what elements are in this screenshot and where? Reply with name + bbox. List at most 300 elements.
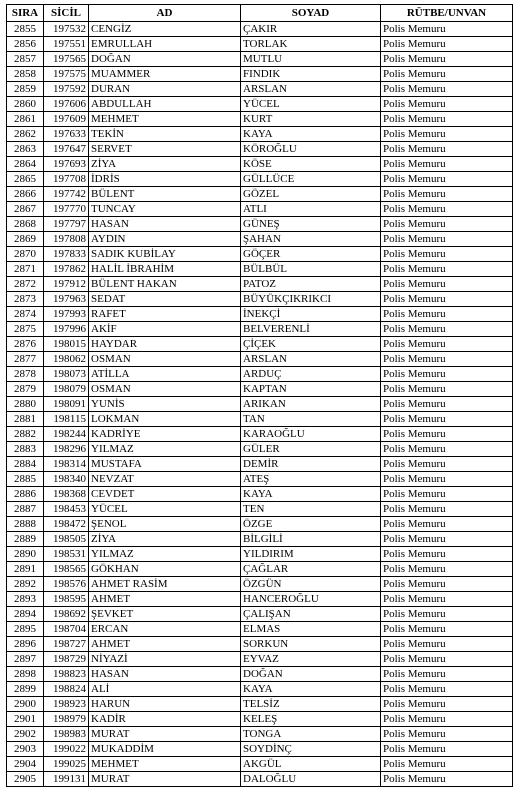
cell-ad: YILMAZ [89,442,241,457]
cell-rutbe-unvan: Polis Memuru [381,427,513,442]
cell-rutbe-unvan: Polis Memuru [381,457,513,472]
cell-rutbe-unvan: Polis Memuru [381,202,513,217]
cell-sira: 2890 [7,547,44,562]
table-row [7,427,513,442]
cell-soyad: BÜYÜKÇIKRIKCI [241,292,381,307]
cell-soyad: GÜNEŞ [241,217,381,232]
cell-rutbe-unvan: Polis Memuru [381,727,513,742]
cell-rutbe-unvan: Polis Memuru [381,37,513,52]
table-row [7,577,513,592]
cell-sicil: 198368 [44,487,89,502]
table-row [7,232,513,247]
cell-soyad: ATEŞ [241,472,381,487]
cell-rutbe-unvan: Polis Memuru [381,472,513,487]
table-row [7,217,513,232]
cell-rutbe-unvan: Polis Memuru [381,412,513,427]
table-row [7,352,513,367]
cell-soyad: EYVAZ [241,652,381,667]
table-row [7,622,513,637]
table-row [7,637,513,652]
cell-soyad: GÖÇER [241,247,381,262]
cell-sira: 2858 [7,67,44,82]
table-row [7,442,513,457]
cell-soyad: KAYA [241,682,381,697]
cell-sicil: 197532 [44,22,89,37]
cell-sira: 2869 [7,232,44,247]
cell-sicil: 198595 [44,592,89,607]
cell-sira: 2888 [7,517,44,532]
cell-ad: HAYDAR [89,337,241,352]
table-row [7,157,513,172]
cell-ad: AHMET RASİM [89,577,241,592]
cell-sira: 2894 [7,607,44,622]
cell-rutbe-unvan: Polis Memuru [381,652,513,667]
cell-rutbe-unvan: Polis Memuru [381,142,513,157]
table-row [7,472,513,487]
cell-rutbe-unvan: Polis Memuru [381,667,513,682]
cell-sicil: 197742 [44,187,89,202]
cell-sira: 2867 [7,202,44,217]
table-row [7,517,513,532]
cell-ad: DURAN [89,82,241,97]
cell-rutbe-unvan: Polis Memuru [381,22,513,37]
cell-soyad: YÜCEL [241,97,381,112]
table-row [7,202,513,217]
cell-soyad: ÇAĞLAR [241,562,381,577]
cell-ad: SERVET [89,142,241,157]
cell-ad: TEKİN [89,127,241,142]
cell-ad: YÜCEL [89,502,241,517]
cell-soyad: TEN [241,502,381,517]
cell-sicil: 198296 [44,442,89,457]
cell-ad: İDRİS [89,172,241,187]
table-row [7,712,513,727]
table-row [7,37,513,52]
cell-sicil: 198576 [44,577,89,592]
cell-ad: OSMAN [89,352,241,367]
cell-ad: KADRİYE [89,427,241,442]
cell-rutbe-unvan: Polis Memuru [381,337,513,352]
cell-rutbe-unvan: Polis Memuru [381,487,513,502]
cell-sira: 2903 [7,742,44,757]
cell-sicil: 198244 [44,427,89,442]
cell-sicil: 198983 [44,727,89,742]
cell-ad: MEHMET [89,112,241,127]
cell-sira: 2857 [7,52,44,67]
table-row [7,607,513,622]
cell-rutbe-unvan: Polis Memuru [381,697,513,712]
cell-rutbe-unvan: Polis Memuru [381,532,513,547]
cell-rutbe-unvan: Polis Memuru [381,607,513,622]
cell-sicil: 198073 [44,367,89,382]
cell-soyad: KELEŞ [241,712,381,727]
cell-ad: ABDULLAH [89,97,241,112]
cell-sicil: 197592 [44,82,89,97]
cell-sira: 2877 [7,352,44,367]
cell-rutbe-unvan: Polis Memuru [381,592,513,607]
cell-soyad: KARAOĞLU [241,427,381,442]
header-sicil: SİCİL [44,5,89,22]
cell-sira: 2889 [7,532,44,547]
cell-ad: NİYAZİ [89,652,241,667]
table-row [7,67,513,82]
cell-ad: HASAN [89,667,241,682]
cell-sicil: 197606 [44,97,89,112]
cell-ad: CENGİZ [89,22,241,37]
table-row [7,187,513,202]
cell-sira: 2870 [7,247,44,262]
cell-soyad: HANCEROĞLU [241,592,381,607]
table-row [7,757,513,772]
table-row [7,382,513,397]
cell-rutbe-unvan: Polis Memuru [381,247,513,262]
cell-sicil: 198923 [44,697,89,712]
cell-soyad: TELSİZ [241,697,381,712]
cell-ad: TUNCAY [89,202,241,217]
cell-sicil: 198453 [44,502,89,517]
cell-ad: ŞENOL [89,517,241,532]
cell-ad: DOĞAN [89,52,241,67]
cell-sira: 2875 [7,322,44,337]
table-row [7,172,513,187]
cell-ad: SADIK KUBİLAY [89,247,241,262]
cell-soyad: FINDIK [241,67,381,82]
personnel-list-document [6,4,512,787]
header-ad: AD [89,5,241,22]
cell-soyad: ARDUÇ [241,367,381,382]
cell-sicil: 198472 [44,517,89,532]
cell-sicil: 198340 [44,472,89,487]
cell-ad: ATİLLA [89,367,241,382]
cell-rutbe-unvan: Polis Memuru [381,52,513,67]
cell-sira: 2866 [7,187,44,202]
cell-sicil: 197833 [44,247,89,262]
cell-soyad: ŞAHAN [241,232,381,247]
cell-soyad: KAPTAN [241,382,381,397]
table-row [7,742,513,757]
cell-rutbe-unvan: Polis Memuru [381,157,513,172]
header-soyad: SOYAD [241,5,381,22]
cell-sira: 2855 [7,22,44,37]
cell-sicil: 197575 [44,67,89,82]
cell-soyad: TONGA [241,727,381,742]
cell-rutbe-unvan: Polis Memuru [381,442,513,457]
cell-sicil: 199025 [44,757,89,772]
cell-ad: AHMET [89,637,241,652]
cell-ad: KADİR [89,712,241,727]
cell-soyad: MUTLU [241,52,381,67]
cell-rutbe-unvan: Polis Memuru [381,307,513,322]
cell-ad: MUKADDİM [89,742,241,757]
cell-ad: LOKMAN [89,412,241,427]
cell-sira: 2898 [7,667,44,682]
cell-rutbe-unvan: Polis Memuru [381,757,513,772]
cell-sicil: 199131 [44,772,89,787]
cell-sira: 2865 [7,172,44,187]
cell-ad: CEVDET [89,487,241,502]
cell-rutbe-unvan: Polis Memuru [381,637,513,652]
cell-sicil: 198062 [44,352,89,367]
cell-sira: 2873 [7,292,44,307]
cell-rutbe-unvan: Polis Memuru [381,622,513,637]
cell-sicil: 198979 [44,712,89,727]
cell-sira: 2901 [7,712,44,727]
cell-ad: EMRULLAH [89,37,241,52]
table-row [7,322,513,337]
cell-sira: 2892 [7,577,44,592]
cell-ad: MURAT [89,727,241,742]
cell-sicil: 197647 [44,142,89,157]
cell-rutbe-unvan: Polis Memuru [381,112,513,127]
cell-sicil: 198015 [44,337,89,352]
cell-sicil: 197797 [44,217,89,232]
cell-sira: 2893 [7,592,44,607]
cell-soyad: TORLAK [241,37,381,52]
cell-soyad: KURT [241,112,381,127]
table-row [7,547,513,562]
cell-soyad: PATOZ [241,277,381,292]
cell-rutbe-unvan: Polis Memuru [381,742,513,757]
cell-sicil: 198091 [44,397,89,412]
cell-ad: AKİF [89,322,241,337]
cell-ad: NEVZAT [89,472,241,487]
cell-soyad: ÇAKIR [241,22,381,37]
table-row [7,487,513,502]
cell-soyad: BELVERENLİ [241,322,381,337]
cell-rutbe-unvan: Polis Memuru [381,322,513,337]
cell-sicil: 198115 [44,412,89,427]
table-row [7,592,513,607]
cell-rutbe-unvan: Polis Memuru [381,502,513,517]
cell-ad: ŞEVKET [89,607,241,622]
cell-ad: SEDAT [89,292,241,307]
cell-rutbe-unvan: Polis Memuru [381,262,513,277]
table-row [7,292,513,307]
cell-soyad: ÖZGÜN [241,577,381,592]
cell-sira: 2860 [7,97,44,112]
cell-ad: GÖKHAN [89,562,241,577]
cell-ad: ZİYA [89,532,241,547]
table-row [7,82,513,97]
cell-sicil: 198824 [44,682,89,697]
cell-soyad: İNEKÇİ [241,307,381,322]
table-row [7,277,513,292]
cell-rutbe-unvan: Polis Memuru [381,292,513,307]
cell-sicil: 197996 [44,322,89,337]
cell-rutbe-unvan: Polis Memuru [381,127,513,142]
cell-ad: BÜLENT HAKAN [89,277,241,292]
header-row [7,5,513,22]
cell-sicil: 197551 [44,37,89,52]
cell-sicil: 197993 [44,307,89,322]
cell-soyad: KÖROĞLU [241,142,381,157]
cell-sira: 2896 [7,637,44,652]
cell-sira: 2863 [7,142,44,157]
cell-rutbe-unvan: Polis Memuru [381,682,513,697]
cell-soyad: ÇALIŞAN [241,607,381,622]
table-row [7,727,513,742]
cell-ad: MUSTAFA [89,457,241,472]
cell-sicil: 198823 [44,667,89,682]
cell-sira: 2882 [7,427,44,442]
cell-rutbe-unvan: Polis Memuru [381,277,513,292]
cell-sira: 2874 [7,307,44,322]
cell-sira: 2872 [7,277,44,292]
cell-sira: 2884 [7,457,44,472]
cell-soyad: ARSLAN [241,352,381,367]
cell-sira: 2871 [7,262,44,277]
cell-rutbe-unvan: Polis Memuru [381,547,513,562]
table-row [7,682,513,697]
cell-soyad: BÜLBÜL [241,262,381,277]
table-row [7,532,513,547]
cell-sicil: 198314 [44,457,89,472]
cell-rutbe-unvan: Polis Memuru [381,562,513,577]
cell-sira: 2879 [7,382,44,397]
cell-ad: AYDIN [89,232,241,247]
cell-rutbe-unvan: Polis Memuru [381,232,513,247]
table-row [7,412,513,427]
table-row [7,52,513,67]
table-row [7,97,513,112]
table-row [7,562,513,577]
table-body [7,22,513,787]
table-row [7,502,513,517]
cell-sira: 2881 [7,412,44,427]
cell-soyad: YILDIRIM [241,547,381,562]
cell-ad: YUNİS [89,397,241,412]
header-sira: SIRA [7,5,44,22]
cell-soyad: ELMAS [241,622,381,637]
table-row [7,127,513,142]
cell-sira: 2895 [7,622,44,637]
cell-ad: MURAT [89,772,241,787]
cell-soyad: KAYA [241,487,381,502]
cell-sira: 2868 [7,217,44,232]
cell-soyad: DALOĞLU [241,772,381,787]
cell-soyad: GÜLLÜCE [241,172,381,187]
cell-sicil: 197808 [44,232,89,247]
table-row [7,397,513,412]
cell-sicil: 197609 [44,112,89,127]
table-row [7,112,513,127]
cell-sicil: 198505 [44,532,89,547]
cell-sicil: 198079 [44,382,89,397]
cell-sira: 2902 [7,727,44,742]
cell-sira: 2887 [7,502,44,517]
cell-rutbe-unvan: Polis Memuru [381,82,513,97]
cell-sicil: 198565 [44,562,89,577]
cell-ad: OSMAN [89,382,241,397]
cell-sira: 2905 [7,772,44,787]
cell-soyad: ARIKAN [241,397,381,412]
cell-sira: 2859 [7,82,44,97]
cell-ad: HASAN [89,217,241,232]
cell-ad: RAFET [89,307,241,322]
cell-sira: 2864 [7,157,44,172]
cell-sicil: 197963 [44,292,89,307]
cell-sira: 2899 [7,682,44,697]
cell-sira: 2880 [7,397,44,412]
table-row [7,652,513,667]
cell-rutbe-unvan: Polis Memuru [381,367,513,382]
cell-soyad: SORKUN [241,637,381,652]
cell-soyad: ÇİÇEK [241,337,381,352]
cell-sicil: 199022 [44,742,89,757]
cell-sira: 2886 [7,487,44,502]
cell-ad: BÜLENT [89,187,241,202]
cell-ad: HALİL İBRAHİM [89,262,241,277]
cell-sira: 2897 [7,652,44,667]
cell-sicil: 197708 [44,172,89,187]
table-row [7,307,513,322]
cell-sira: 2856 [7,37,44,52]
cell-ad: ALİ [89,682,241,697]
cell-sicil: 197770 [44,202,89,217]
cell-rutbe-unvan: Polis Memuru [381,397,513,412]
cell-soyad: KÖSE [241,157,381,172]
cell-rutbe-unvan: Polis Memuru [381,517,513,532]
cell-rutbe-unvan: Polis Memuru [381,352,513,367]
table-row [7,262,513,277]
cell-sira: 2861 [7,112,44,127]
cell-rutbe-unvan: Polis Memuru [381,712,513,727]
cell-soyad: ATLI [241,202,381,217]
cell-rutbe-unvan: Polis Memuru [381,67,513,82]
cell-soyad: DOĞAN [241,667,381,682]
cell-ad: MEHMET [89,757,241,772]
cell-rutbe-unvan: Polis Memuru [381,217,513,232]
cell-soyad: KAYA [241,127,381,142]
cell-sicil: 197862 [44,262,89,277]
cell-sira: 2900 [7,697,44,712]
cell-ad: ZİYA [89,157,241,172]
cell-soyad: ARSLAN [241,82,381,97]
cell-rutbe-unvan: Polis Memuru [381,172,513,187]
cell-sicil: 198704 [44,622,89,637]
table-row [7,367,513,382]
cell-sicil: 197633 [44,127,89,142]
table-row [7,22,513,37]
cell-soyad: BİLGİLİ [241,532,381,547]
cell-sicil: 198692 [44,607,89,622]
cell-sicil: 198531 [44,547,89,562]
cell-soyad: DEMİR [241,457,381,472]
cell-sira: 2885 [7,472,44,487]
cell-sira: 2883 [7,442,44,457]
cell-sicil: 197912 [44,277,89,292]
cell-soyad: TAN [241,412,381,427]
cell-ad: MUAMMER [89,67,241,82]
header-rutbe-unvan: RÜTBE/UNVAN [381,5,513,22]
cell-soyad: GÖZEL [241,187,381,202]
cell-sicil: 198727 [44,637,89,652]
cell-soyad: GÜLER [241,442,381,457]
cell-soyad: AKGÜL [241,757,381,772]
cell-sira: 2904 [7,757,44,772]
cell-ad: YILMAZ [89,547,241,562]
table-row [7,142,513,157]
table-row [7,772,513,787]
cell-rutbe-unvan: Polis Memuru [381,577,513,592]
cell-rutbe-unvan: Polis Memuru [381,187,513,202]
cell-ad: AHMET [89,592,241,607]
cell-sira: 2862 [7,127,44,142]
cell-ad: HARUN [89,697,241,712]
personnel-table [6,4,513,787]
cell-sicil: 197693 [44,157,89,172]
cell-sira: 2878 [7,367,44,382]
